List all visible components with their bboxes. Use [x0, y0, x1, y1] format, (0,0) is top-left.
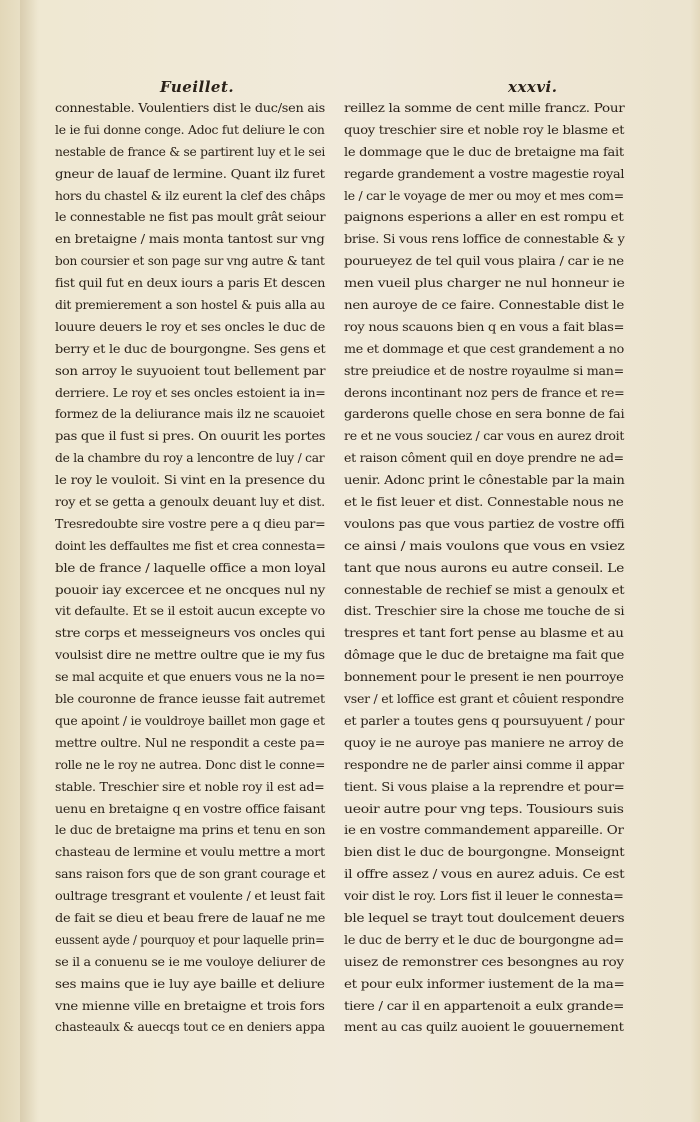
text-line: me et dommage et que cest grandement a no — [344, 341, 625, 356]
text-line: bon coursier et son page sur vng autre & tant — [55, 254, 325, 269]
text-line: roy nous scauons bien q en vous a fait blas= — [344, 319, 625, 334]
text-line: que apoint / ie vouldroye baillet mon gage et — [55, 713, 325, 728]
text-line: Tresredoubte sire vostre pere a q dieu par= — [55, 516, 326, 531]
text-line: le roy le vouloit. Si vint en la presence du — [55, 473, 326, 488]
text-line: se mal acquite et que enuers vous ne la no= — [55, 670, 326, 685]
text-line: garderons quelle chose en sera bonne de fai — [344, 407, 625, 422]
text-line: uenu en bretaigne q en vostre office faisant — [55, 801, 326, 816]
text-line: reillez la somme de cent mille francz. Pour — [344, 101, 625, 115]
text-line: chasteaulx & auecqs tout ce en deniers appa — [55, 1020, 325, 1035]
text-line: connestable de rechief se mist a genoulx et — [344, 582, 625, 597]
text-line: dômage que le duc de bretaigne ma fait que — [344, 648, 625, 663]
text-column-right — [344, 98, 624, 1039]
text-line: en bretaigne / mais monta tantost sur vng — [55, 232, 325, 247]
text-line: chasteau de lermine et voulu mettre a mort — [55, 845, 325, 860]
text-line: vser / et loffice est grant et côuient respondre — [344, 692, 624, 707]
text-line: roy et se getta a genoulx deuant luy et dist. — [55, 495, 325, 510]
text-line: uisez de remonstrer ces besongnes au roy — [344, 954, 624, 969]
text-line: derons incontinant noz pers de france et re= — [344, 385, 625, 400]
text-line: pouoir iay excercee et ne oncques nul ny — [55, 582, 326, 597]
folio-header-left: Fueillet. — [160, 78, 235, 96]
text-line: il offre assez / vous en aurez aduis. Ce est — [344, 867, 625, 882]
text-line: louure deuers le roy et ses oncles le duc de — [55, 319, 326, 334]
text-line: tiere / car il en appartenoit a eulx grande= — [344, 998, 625, 1013]
text-line: et raison côment quil en doye prendre ne ad= — [344, 451, 624, 466]
text-line: dist. Treschier sire la chose me touche de si — [344, 604, 625, 619]
text-line: fist quil fut en deux iours a paris Et descen — [55, 276, 326, 291]
text-line: quoy ie ne auroye pas maniere ne arroy de — [344, 735, 624, 750]
text-line: gneur de lauaf de lermine. Quant ilz furet — [55, 166, 325, 181]
text-line: eussent ayde / pourquoy et pour laquelle prin= — [55, 932, 325, 947]
text-line: ble couronne de france ieusse fait autremet — [55, 692, 325, 707]
text-line: son arroy le suyuoient tout bellement par — [55, 363, 326, 378]
text-line: regarde grandement a vostre magestie royal — [344, 166, 625, 181]
text-line: stre corps et messeigneurs vos oncles qui — [55, 626, 326, 641]
text-line: mettre oultre. Nul ne respondit a ceste pa= — [55, 735, 326, 750]
text-line: ble lequel se trayt tout doulcement deuers — [344, 910, 625, 925]
text-line: voulsist dire ne mettre oultre que ie my fus — [55, 648, 325, 663]
text-line: nestable de france & se partirent luy et le sei — [55, 144, 326, 159]
text-line: vit defaulte. Et se il estoit aucun excepte vo — [55, 604, 326, 619]
text-line: le / car le voyage de mer ou moy et mes com= — [344, 188, 624, 203]
text-line: le dommage que le duc de bretaigne ma fait — [344, 144, 624, 159]
text-line: quoy treschier sire et noble roy le blasme et — [344, 122, 625, 137]
text-line: sans raison fors que de son grant courage et — [55, 867, 326, 882]
text-line: ble de france / laquelle office a mon loyal — [55, 560, 326, 575]
text-line: pourueyez de tel quil vous plaira / car ie ne — [344, 254, 624, 269]
text-line: nen auroye de ce faire. Connestable dist le — [344, 298, 625, 313]
text-line: oultrage tresgrant et voulente / et leust fait — [55, 889, 325, 904]
text-line: tient. Si vous plaise a la reprendre et pour= — [344, 779, 625, 794]
text-line: ses mains que ie luy aye baille et deliure — [55, 976, 325, 991]
text-line: formez de la deliurance mais ilz ne scauoiet — [55, 407, 325, 422]
text-line: et le fist leuer et dist. Connestable nous ne — [344, 495, 624, 510]
text-line: bonnement pour le present ie nen pourroye — [344, 670, 624, 685]
text-line: trespres et tant fort pense au blasme et au — [344, 626, 624, 641]
text-line: pas que il fust si pres. On ouurit les portes — [55, 429, 326, 444]
text-line: et pour eulx informer iustement de la ma= — [344, 976, 625, 991]
text-line: connestable. Voulentiers dist le duc/sen ais — [55, 101, 325, 115]
text-line: rolle ne le roy ne autrea. Donc dist le conne= — [55, 757, 326, 772]
text-line: se il a conuenu se ie me vouloye deliurer de — [55, 954, 326, 969]
text-line: stable. Treschier sire et noble roy il est ad= — [55, 779, 325, 794]
text-line: paignons esperions a aller en est rompu et — [344, 210, 624, 225]
gutter-shadow — [20, 0, 38, 1122]
text-line: respondre ne de parler ainsi comme il appar — [344, 757, 624, 772]
text-line: ueoir autre pour vng teps. Tousiours suis — [344, 801, 624, 816]
text-line: le duc de berry et le duc de bourgongne ad= — [344, 932, 625, 947]
text-column-left — [55, 98, 325, 1039]
text-line: de fait se dieu et beau frere de lauaf ne me — [55, 910, 326, 925]
text-line: doint les deffaultes me fist et crea connesta= — [55, 538, 326, 553]
text-line: le connestable ne fist pas moult grât seiour — [55, 210, 326, 225]
text-line: berry et le duc de bourgongne. Ses gens et — [55, 341, 326, 356]
text-line: brise. Si vous rens loffice de connestable & y — [344, 232, 625, 247]
text-line: le duc de bretaigne ma prins et tenu en son — [55, 823, 326, 838]
text-line: le ie fui donne conge. Adoc fut deliure le con — [55, 122, 325, 137]
text-line: de la chambre du roy a lencontre de luy / car — [55, 451, 325, 466]
text-line: et parler a toutes gens q poursuyuent / pour — [344, 713, 625, 728]
text-line: ce ainsi / mais voulons que vous en vsiez — [344, 538, 625, 553]
text-line: uenir. Adonc print le cônestable par la main — [344, 473, 625, 488]
text-line: re et ne vous souciez / car vous en aurez droit — [344, 429, 625, 444]
text-line: bien dist le duc de bourgongne. Monseignt — [344, 845, 625, 860]
text-line: stre preiudice et de nostre royaulme si man= — [344, 363, 625, 378]
text-line: ment au cas quilz auoient le gouuernement — [344, 1020, 624, 1035]
text-line: voir dist le roy. Lors fist il leuer le connesta= — [344, 889, 624, 904]
text-line: men vueil plus charger ne nul honneur ie — [344, 276, 625, 291]
text-line: dit premierement a son hostel & puis alla au — [55, 298, 325, 313]
text-line: derriere. Le roy et ses oncles estoient ia in= — [55, 385, 326, 400]
text-line: hors du chastel & ilz eurent la clef des châps — [55, 188, 326, 203]
text-line: vne mienne ville en bretaigne et trois fors — [55, 998, 325, 1013]
folio-header-right: xxxvi. — [508, 78, 558, 96]
text-line: tant que nous aurons eu autre conseil. Le — [344, 560, 624, 575]
text-line: voulons pas que vous partiez de vostre offi — [344, 516, 625, 531]
text-line: ie en vostre commandement appareille. Or — [344, 823, 624, 838]
